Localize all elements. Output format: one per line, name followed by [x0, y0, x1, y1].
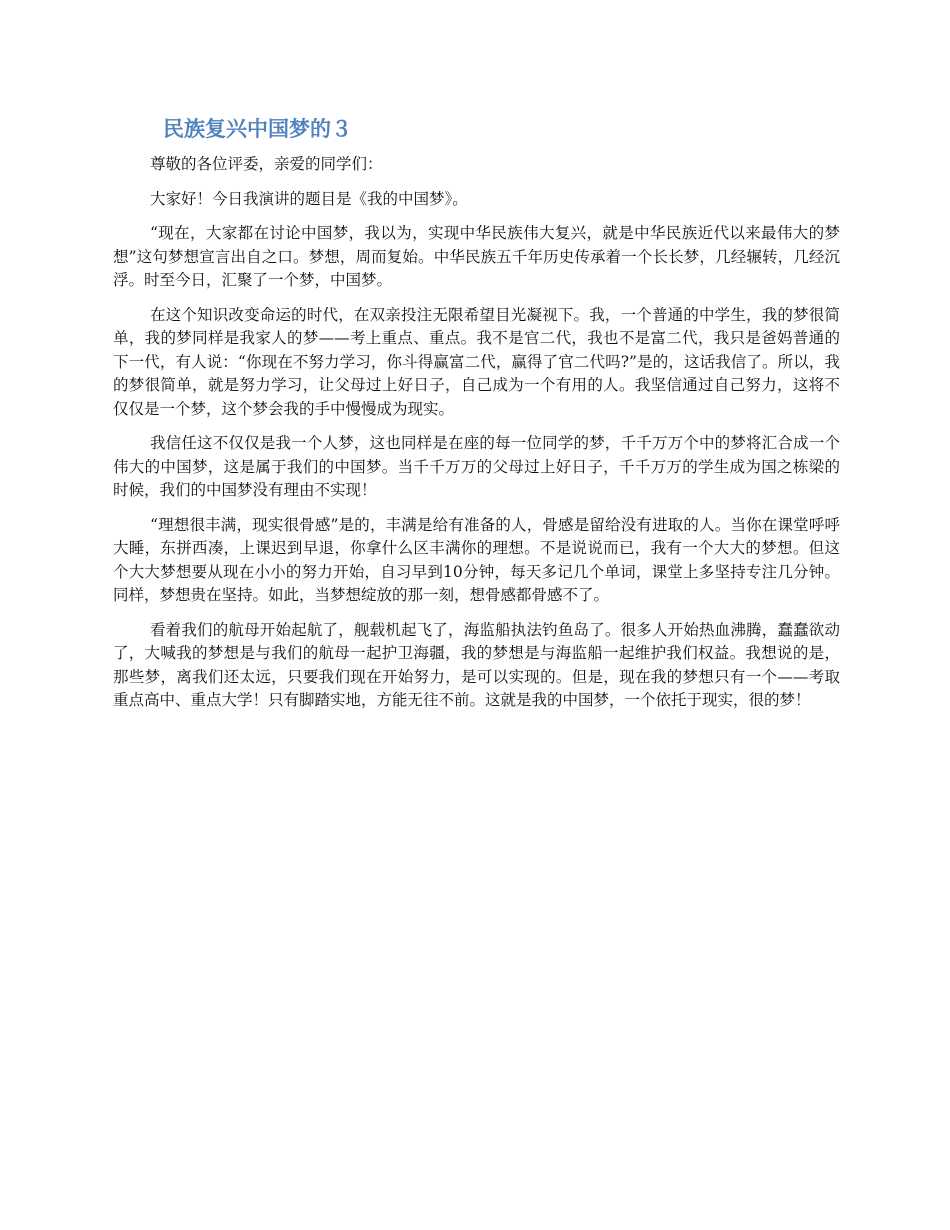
paragraph-salutation: 尊敬的各位评委，亲爱的同学们：	[150, 155, 383, 173]
paragraph-3: 我信任这不仅仅是我一个人梦，这也同样是在座的每一位同学的梦，千千万万个中的梦将汇合成一个伟大的中国梦，这是属于我们的中国梦。当千千万万的父母过上好日子，千千万万的学生成为国之栋梁的时候，我们的中国梦没有理由不实现！	[113, 434, 840, 499]
paragraph-5: 看着我们的航母开始起航了，舰载机起飞了，海监船执法钓鱼岛了。很多人开始热血沸腾，蠢蠢欲动了，大喊我的梦想是与我们的航母一起护卫海疆，我的梦想是与海监船一起维护我们权益。我想说的是，那些梦，离我们还太远，只要我们现在开始努力，是可以实现的。但是，现在我的梦想只有一个——考取重点高中、重点大学！只有脚踏实地，方能无往不前。这就是我的中国梦，一个依托于现实，很的梦！	[113, 620, 840, 709]
paragraph-4: “理想很丰满，现实很骨感”是的，丰满是给有准备的人，骨感是留给没有进取的人。当你在课堂呼呼大睡，东拼西凑，上课迟到早退，你拿什么区丰满你的理想。不是说说而已，我有一个大大的梦想。但这个大大梦想要从现在小小的努力开始，自习早到10分钟，每天多记几个单词，课堂上多坚持专注几分钟。同样，梦想贵在坚持。如此，当梦想绽放的那一刻，想骨感都骨感不了。	[113, 515, 840, 604]
document-title: 民族复兴中国梦的３	[163, 117, 352, 141]
paragraph-1: “现在，大家都在讨论中国梦，我以为，实现中华民族伟大复兴，就是中华民族近代以来最伟大的梦想”这句梦想宣言出自之口。梦想，周而复始。中华民族五千年历史传承着一个长长梦，几经辗转，几经沉浮。时至今日，汇聚了一个梦，中国梦。	[113, 224, 840, 289]
document-body	[113, 153, 840, 724]
paragraph-greeting: 大家好！今日我演讲的题目是《我的中国梦》。	[150, 189, 468, 208]
paragraph-2: 在这个知识改变命运的时代，在双亲投注无限希望目光凝视下。我，一个普通的中学生，我的梦很简单，我的梦同样是我家人的梦——考上重点、重点。我不是官二代，我也不是富二代，我只是爸妈普通的下一代，有人说：“你现在不努力学习，你斗得赢富二代，赢得了官二代吗?”是的，这话我信了。所以，我的梦很简单，就是努力学习，让父母过上好日子，自己成为一个有用的人。我坚信通过自己努力，这将不仅仅是一个梦，这个梦会我的手中慢慢成为现实。	[113, 305, 840, 418]
